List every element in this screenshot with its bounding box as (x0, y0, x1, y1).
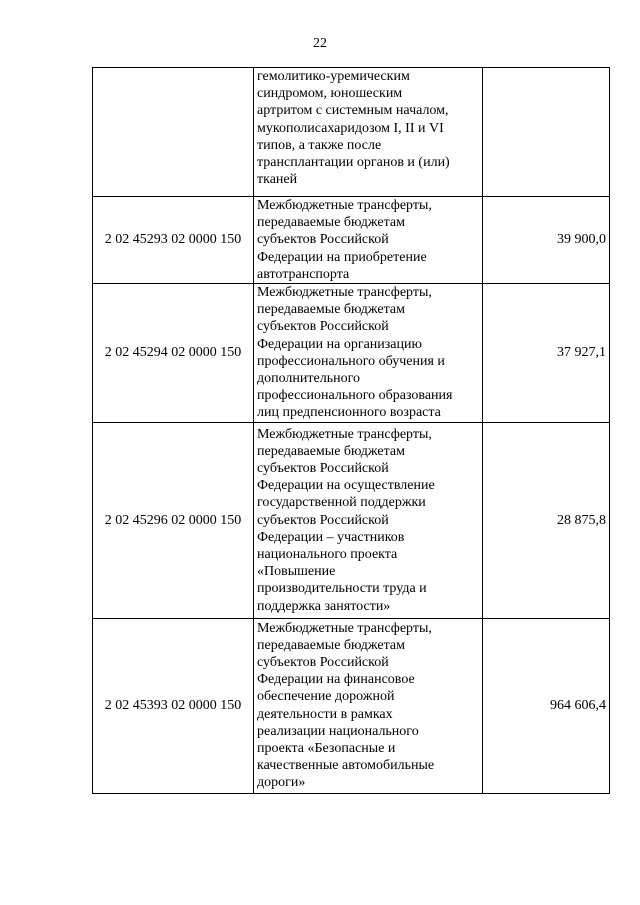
amount-cell: 964 606,4 (483, 618, 610, 793)
description-line: обеспечение дорожной (257, 689, 395, 705)
description-line: передаваемые бюджетам (257, 637, 405, 653)
description-line: Федерации на осуществление (257, 478, 435, 494)
description-line: реализации национального (257, 723, 419, 739)
description-line: гемолитико-уремическим (257, 69, 410, 84)
description-line: автотранспорта (257, 266, 350, 282)
description-line: дополнительного (257, 371, 360, 387)
description-line: Межбюджетные трансферты, (257, 285, 432, 301)
description-cell (254, 284, 483, 423)
description-line: передаваемые бюджетам (257, 302, 405, 318)
description-line: поддержка занятости» (257, 598, 391, 614)
description-line: субъектов Российской (257, 232, 389, 248)
description-line: профессионального обучения и (257, 353, 445, 369)
table-row (93, 68, 610, 197)
budget-table (92, 67, 610, 794)
description-line: синдромом, юношеским (257, 86, 403, 102)
description-line: производительности труда и (257, 581, 427, 597)
description-line: Межбюджетные трансферты, (257, 620, 432, 636)
amount-cell: 37 927,1 (483, 284, 610, 423)
code-cell (93, 68, 254, 197)
description-line: проекта «Безопасные и (257, 741, 396, 757)
table-row (93, 284, 610, 423)
description-line: Межбюджетные трансферты, (257, 426, 432, 442)
description-cell (254, 68, 483, 197)
amount-cell: 28 875,8 (483, 422, 610, 618)
description-line: передаваемые бюджетам (257, 443, 405, 459)
description-line: трансплантации органов и (или) (257, 155, 450, 171)
description-line: дороги» (257, 775, 306, 791)
description-line: «Повышение (257, 564, 336, 580)
amount-cell (483, 68, 610, 197)
code-cell: 2 02 45293 02 0000 150 (93, 197, 254, 284)
description-line: Федерации на финансовое (257, 672, 415, 688)
description-line: субъектов Российской (257, 319, 389, 335)
description-line: качественные автомобильные (257, 758, 435, 774)
description-line: Федерации на приобретение (257, 249, 427, 265)
code-cell: 2 02 45393 02 0000 150 (93, 618, 254, 793)
amount-cell: 39 900,0 (483, 197, 610, 284)
description-line: субъектов Российской (257, 655, 389, 671)
description-line: тканей (257, 172, 298, 188)
description-line: типов, а также после (257, 137, 382, 153)
description-line: деятельности в рамках (257, 706, 393, 722)
table-row (93, 197, 610, 284)
description-line: артритом с системным началом, (257, 103, 449, 119)
description-line: лиц предпенсионного возраста (257, 405, 441, 421)
code-cell: 2 02 45296 02 0000 150 (93, 422, 254, 618)
page-number: 22 (313, 36, 327, 51)
description-line: профессионального образования (257, 388, 453, 404)
description-line: мукополисахаридозом I, II и VI (257, 120, 444, 136)
description-cell (254, 197, 483, 284)
code-cell: 2 02 45294 02 0000 150 (93, 284, 254, 423)
description-cell (254, 618, 483, 793)
table-row (93, 618, 610, 793)
description-line: государственной поддержки (257, 495, 426, 511)
description-line: субъектов Российской (257, 512, 389, 528)
description-line: Федерации – участников (257, 529, 405, 545)
description-line: национального проекта (257, 546, 398, 562)
description-line: субъектов Российской (257, 460, 389, 476)
table-row (93, 422, 610, 618)
description-line: Федерации на организацию (257, 336, 422, 352)
description-line: передаваемые бюджетам (257, 215, 405, 231)
description-cell (254, 422, 483, 618)
description-line: Межбюджетные трансферты, (257, 198, 432, 213)
